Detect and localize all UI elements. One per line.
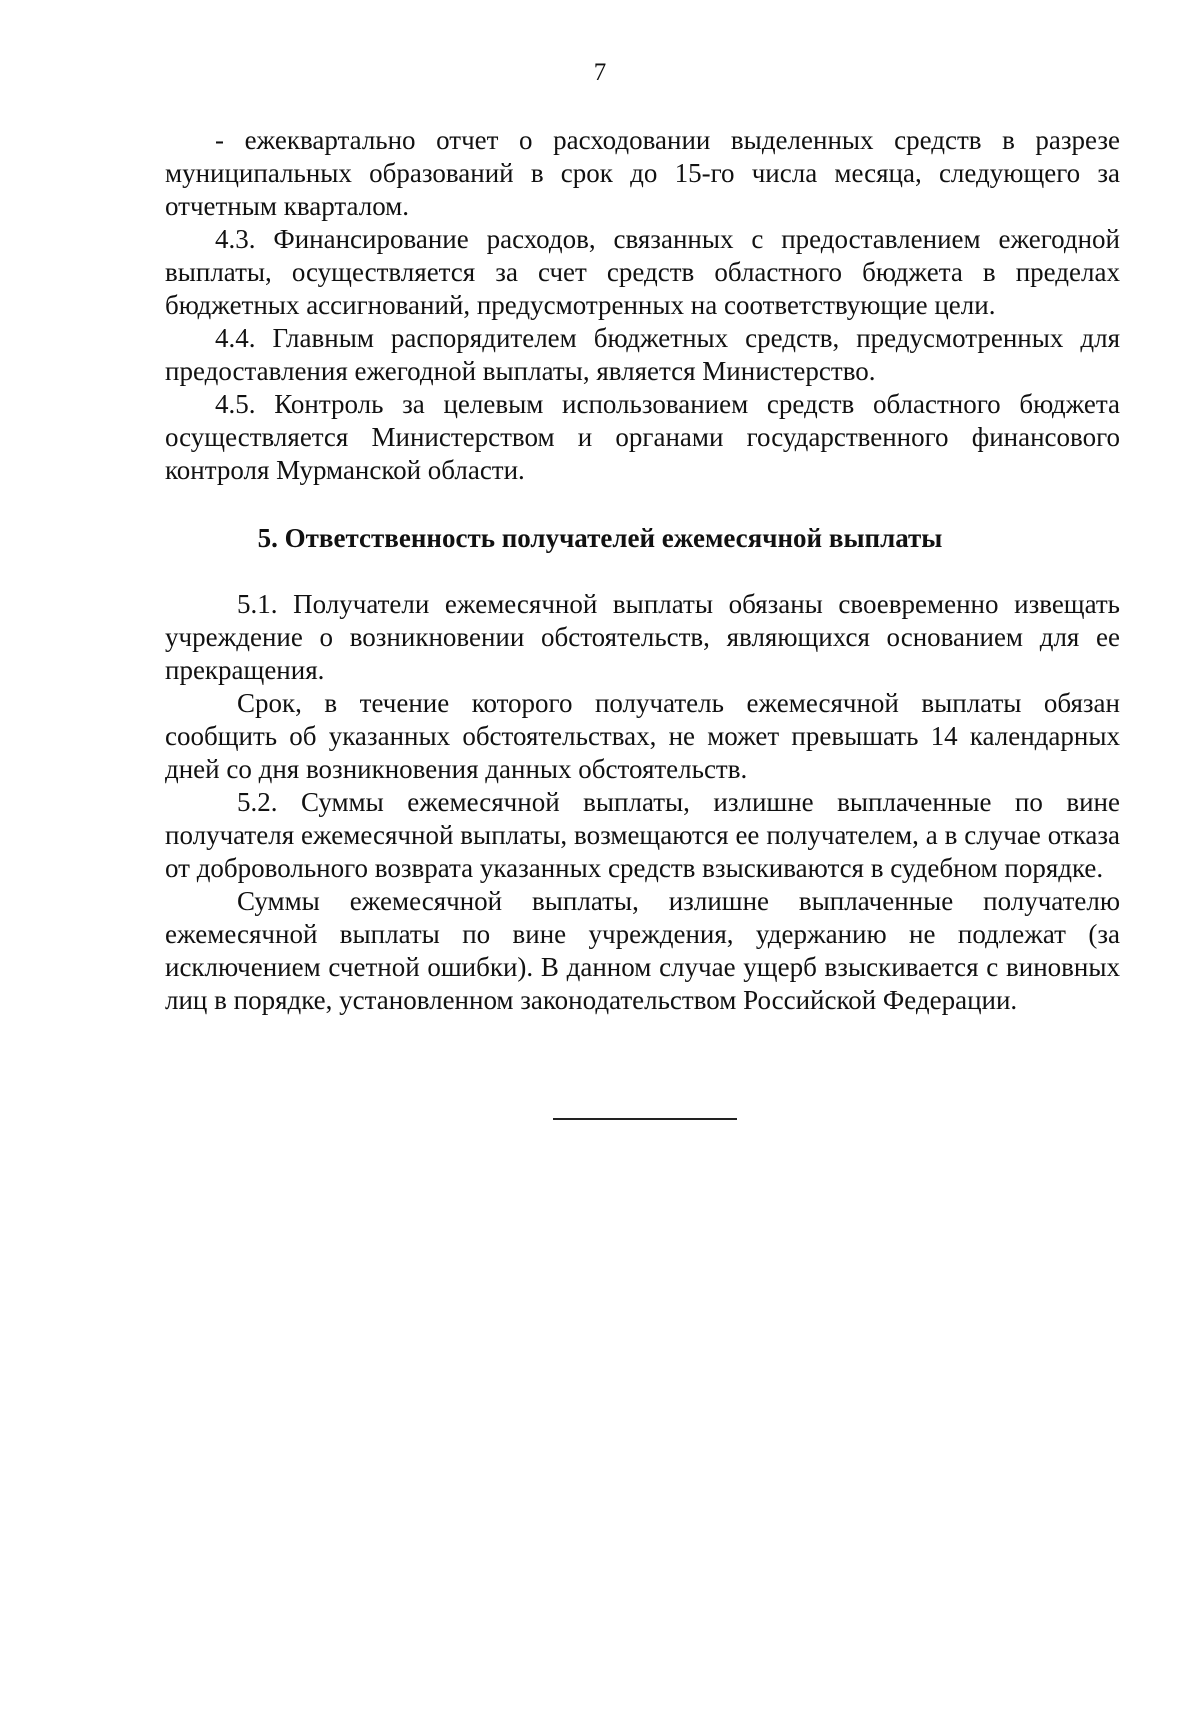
paragraph-5-1-deadline: Срок, в течение которого получатель ежемесячной выплаты обязан сообщить об указанных обстоятельствах, не может превышать 14 календарных дней со дня возникновения данных обстоятельств. — [165, 688, 1120, 784]
paragraph-5-1: 5.1. Получатели ежемесячной выплаты обязаны своевременно извещать учреждение о возникновении обстоятельств, являющихся основанием для ее прекращения. — [165, 589, 1120, 685]
section-4-continuation — [165, 124, 1120, 487]
paragraph-quarterly-report: - ежеквартально отчет о расходовании выделенных средств в разрезе муниципальных образований в срок до 15-го числа месяца, следующего за отчетным кварталом. — [165, 125, 1120, 221]
section-5-heading: 5. Ответственность получателей ежемесячной выплаты — [257, 523, 943, 553]
paragraph-5-2-institution-fault: Суммы ежемесячной выплаты, излишне выплаченные получателю ежемесячной выплаты по вине учреждения, удержанию не подлежат (за исключением счетной ошибки). В данном случае ущерб взыскивается с виновных лиц в порядке, установленном законодательством Российской Федерации. — [165, 886, 1120, 1015]
paragraph-4-5: 4.5. Контроль за целевым использованием средств областного бюджета осуществляется Министерством и органами государственного финансового контроля Мурманской области. — [165, 389, 1120, 485]
page-number: 7 — [593, 59, 607, 86]
paragraph-4-3: 4.3. Финансирование расходов, связанных с предоставлением ежегодной выплаты, осуществляется за счет средств областного бюджета в пределах бюджетных ассигнований, предусмотренных на соответствующие цели. — [165, 224, 1120, 320]
paragraph-5-2: 5.2. Суммы ежемесячной выплаты, излишне выплаченные по вине получателя ежемесячной выплаты, возмещаются ее получателем, а в случае отказа от добровольного возврата указанных средств взыскиваются в судебном порядке. — [165, 787, 1120, 883]
paragraph-4-4: 4.4. Главным распорядителем бюджетных средств, предусмотренных для предоставления ежегодной выплаты, является Министерство. — [165, 323, 1120, 386]
end-of-document-rule — [553, 1118, 737, 1120]
section-5-body — [165, 588, 1120, 1017]
